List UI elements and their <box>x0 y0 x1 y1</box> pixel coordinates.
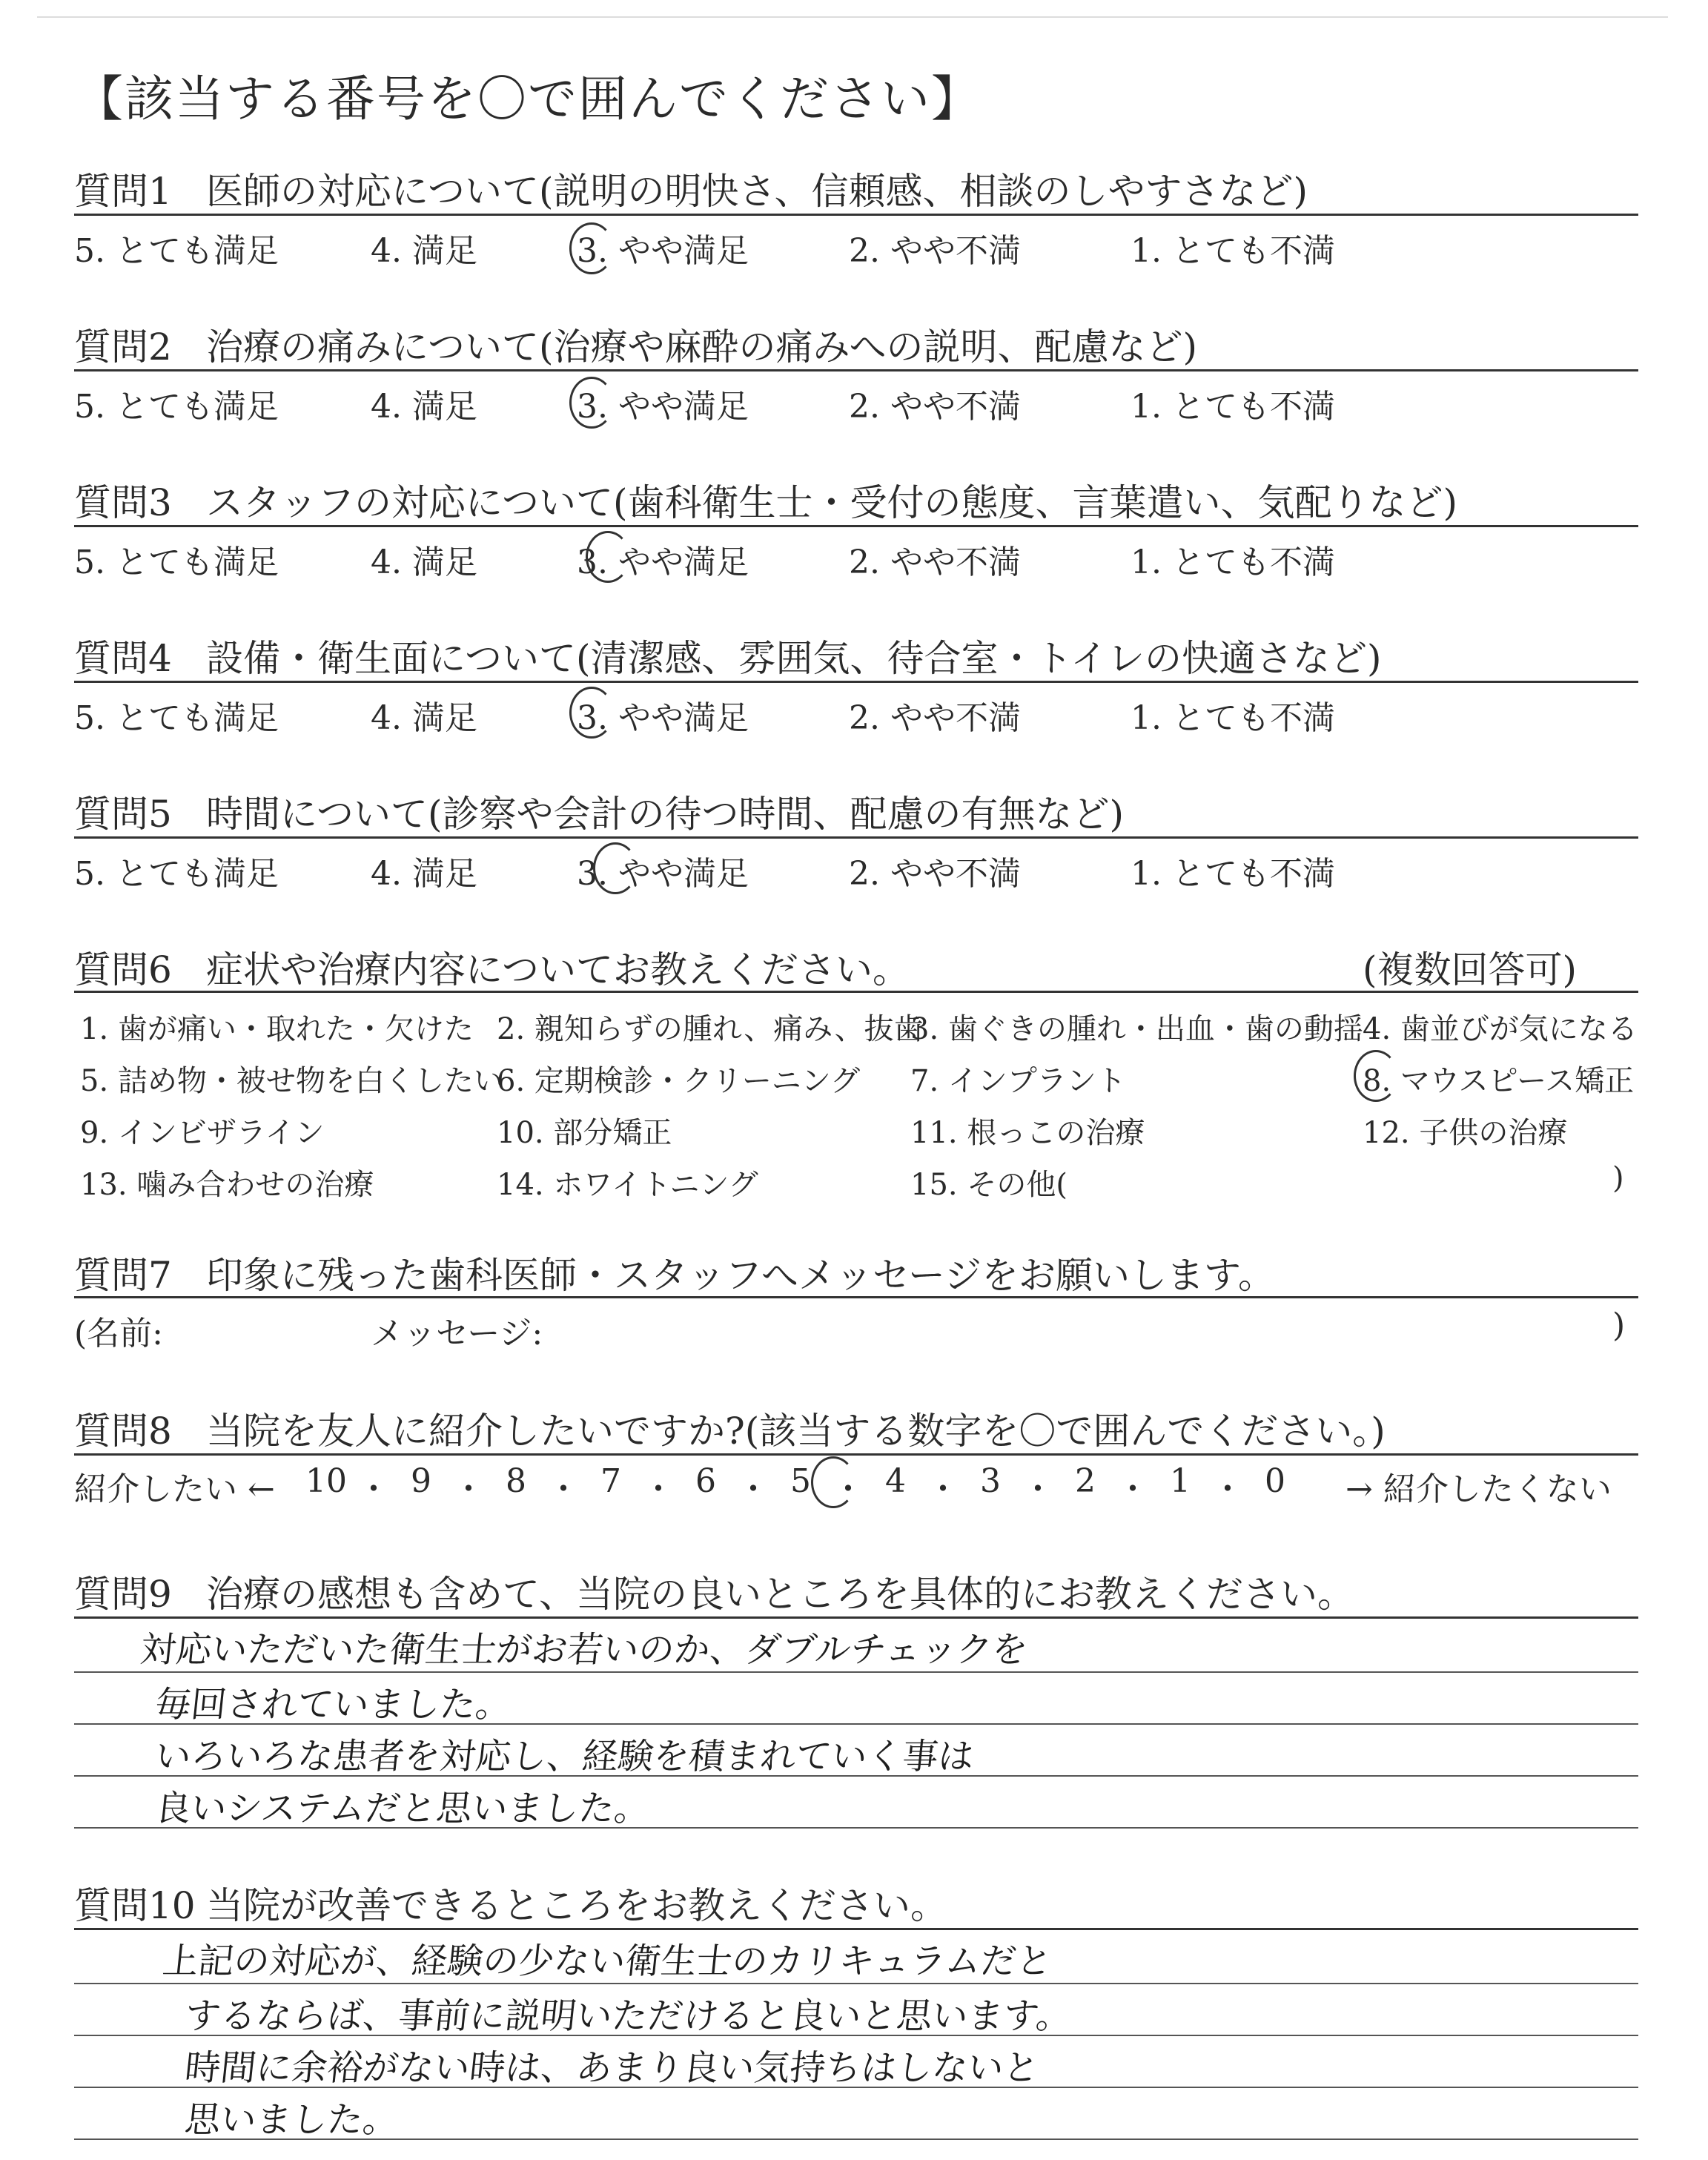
q5-option-5[interactable]: 5. とても満足 <box>74 855 279 893</box>
q1-option-1[interactable]: 1. とても不満 <box>1131 232 1335 270</box>
q6-option-7[interactable]: 7. インプラント <box>910 1064 1126 1098</box>
q2-option-1[interactable]: 1. とても不満 <box>1131 388 1335 426</box>
q3-option-5[interactable]: 5. とても満足 <box>74 544 279 581</box>
q6-option-10[interactable]: 10. 部分矯正 <box>497 1116 672 1150</box>
q8-scale-value-0[interactable]: 0 <box>1265 1462 1285 1500</box>
q6-option-11[interactable]: 11. 根っこの治療 <box>910 1116 1145 1150</box>
q8-scale-dot: ・ <box>927 1470 959 1508</box>
q8-scale-dot: ・ <box>1116 1470 1149 1508</box>
page-title: 【該当する番号を〇で囲んでください】 <box>74 70 982 128</box>
q6-option-3[interactable]: 3. 歯ぐきの腫れ・出血・歯の動揺 <box>910 1012 1363 1046</box>
q8-scale-value-3[interactable]: 3 <box>980 1462 1001 1500</box>
q4-option-1[interactable]: 1. とても不満 <box>1131 699 1335 737</box>
q6-other-close-paren: ) <box>1612 1161 1624 1195</box>
q4-option-4[interactable]: 4. 満足 <box>371 699 477 737</box>
q10-answer-line-2: するならば、事前に説明いただけると良いと思います。 <box>182 1995 1074 2037</box>
q5-option-2[interactable]: 2. やや不満 <box>849 855 1021 893</box>
q1-label: 質問1 <box>74 170 172 213</box>
q8-scale-value-1[interactable]: 1 <box>1170 1462 1191 1500</box>
q9-label: 質問9 <box>74 1573 172 1616</box>
q3-option-3[interactable]: 3. やや満足 <box>577 544 749 581</box>
q10-answer-line-3: 時間に余裕がない時は、あまり良い気持ちはしないと <box>182 2047 1042 2089</box>
q6-option-2[interactable]: 2. 親知らずの腫れ、痛み、抜歯 <box>497 1012 924 1046</box>
q6-option-8[interactable]: 8. マウスピース矯正 <box>1363 1064 1635 1098</box>
q4-selection-circle <box>569 687 614 739</box>
q8-text: 当院を友人に紹介したいですか?(該当する数字を〇で囲んでください。) <box>206 1410 1386 1453</box>
q6-option-15[interactable]: 15. その他( <box>910 1168 1068 1202</box>
q8-scale-value-2[interactable]: 2 <box>1075 1462 1096 1500</box>
q5-option-1[interactable]: 1. とても不満 <box>1131 855 1335 893</box>
q6-option-12[interactable]: 12. 子供の治療 <box>1363 1116 1568 1150</box>
q8-scale-dot: ・ <box>452 1470 485 1508</box>
q2-option-2[interactable]: 2. やや不満 <box>849 388 1021 426</box>
q3-rule <box>74 525 1638 527</box>
q9-answer-line-1: 対応いただいた衛生士がお若いのか、ダブルチェックを <box>138 1629 1030 1671</box>
q6-option-5[interactable]: 5. 詰め物・被せ物を白くしたい <box>80 1064 503 1098</box>
q1-option-3[interactable]: 3. やや満足 <box>577 232 749 270</box>
q4-option-2[interactable]: 2. やや不満 <box>849 699 1021 737</box>
q1-option-4[interactable]: 4. 満足 <box>371 232 477 270</box>
q7-name-label: (名前: <box>74 1315 163 1353</box>
q8-scale-dot: ・ <box>1022 1470 1054 1508</box>
q8-scale-value-7[interactable]: 7 <box>600 1462 621 1500</box>
q4-option-3[interactable]: 3. やや満足 <box>577 699 749 737</box>
q6-rule <box>74 991 1638 993</box>
q6-selection-circle <box>1354 1050 1398 1102</box>
q8-rule <box>74 1453 1638 1456</box>
q9-text: 治療の感想も含めて、当院の良いところを具体的にお教えください。 <box>206 1573 1354 1616</box>
q9-rule <box>74 1616 1638 1619</box>
q8-scale-value-10[interactable]: 10 <box>305 1462 347 1500</box>
q10-rule <box>74 1928 1638 1930</box>
q8-scale-dot: ・ <box>642 1470 675 1508</box>
q2-selection-circle <box>569 377 614 429</box>
q6-option-9[interactable]: 9. インビザライン <box>80 1116 325 1150</box>
q6-option-4[interactable]: 4. 歯並びが気になる <box>1363 1012 1638 1046</box>
q8-scale-dot: ・ <box>737 1470 769 1508</box>
q1-option-2[interactable]: 2. やや不満 <box>849 232 1021 270</box>
q5-option-3[interactable]: 3. やや満足 <box>577 855 749 893</box>
q1-selection-circle <box>569 222 614 274</box>
q10-answer-line-1: 上記の対応が、経験の少ない衛生士のカリキュラムだと <box>160 1941 1055 1982</box>
q2-text: 治療の痛みについて(治療や麻酔の痛みへの説明、配慮など) <box>206 326 1198 369</box>
q8-scale-dot: ・ <box>547 1470 580 1508</box>
q8-label: 質問8 <box>74 1410 172 1453</box>
q6-option-14[interactable]: 14. ホワイトニング <box>497 1168 758 1202</box>
q1-option-5[interactable]: 5. とても満足 <box>74 232 279 270</box>
q8-scale-dot: ・ <box>357 1470 390 1508</box>
q5-rule <box>74 836 1638 839</box>
q1-rule <box>74 214 1638 216</box>
q9-answer-line-4: 良いシステムだと思いました。 <box>153 1788 652 1829</box>
q10-text: 当院が改善できるところをお教えください。 <box>206 1884 947 1927</box>
q2-option-4[interactable]: 4. 満足 <box>371 388 477 426</box>
q1-text: 医師の対応について(説明の明快さ、信頼感、相談のしやすさなど) <box>206 170 1308 213</box>
q3-option-1[interactable]: 1. とても不満 <box>1131 544 1335 581</box>
q4-label: 質問4 <box>74 637 172 680</box>
q3-selection-circle <box>586 531 630 583</box>
q5-selection-circle <box>593 842 638 894</box>
q7-close-paren: ) <box>1612 1307 1626 1344</box>
q6-note: (複数回答可) <box>1363 948 1578 991</box>
q7-text: 印象に残った歯科医師・スタッフへメッセージをお願いします。 <box>206 1254 1275 1297</box>
q9-answer-line-3: いろいろな患者を対応し、経験を積まれていく事は <box>153 1736 976 1777</box>
q10-answer-line-4: 思いました。 <box>182 2099 401 2141</box>
top-border <box>37 16 1668 18</box>
q6-option-6[interactable]: 6. 定期検診・クリーニング <box>497 1064 861 1098</box>
q3-text: スタッフの対応について(歯科衛生士・受付の態度、言葉遣い、気配りなど) <box>206 481 1458 524</box>
q2-option-3[interactable]: 3. やや満足 <box>577 388 749 426</box>
q5-label: 質問5 <box>74 793 172 836</box>
q2-rule <box>74 369 1638 371</box>
q9-answer-line-2: 毎回されていました。 <box>153 1684 514 1725</box>
q8-selection-circle <box>811 1456 855 1508</box>
q2-option-5[interactable]: 5. とても満足 <box>74 388 279 426</box>
q7-rule <box>74 1296 1638 1298</box>
q2-label: 質問2 <box>74 326 172 369</box>
q8-right-label: → 紹介したくない <box>1345 1470 1612 1508</box>
q7-message-label: メッセージ: <box>371 1315 543 1353</box>
q8-scale-value-4[interactable]: 4 <box>885 1462 906 1500</box>
q4-option-5[interactable]: 5. とても満足 <box>74 699 279 737</box>
q8-left-label: 紹介したい ← <box>74 1470 275 1508</box>
q3-label: 質問3 <box>74 481 172 524</box>
q4-rule <box>74 681 1638 683</box>
q8-scale-dot: ・ <box>1211 1470 1244 1508</box>
q7-label: 質問7 <box>74 1254 172 1297</box>
q5-option-4[interactable]: 4. 満足 <box>371 855 477 893</box>
q3-option-4[interactable]: 4. 満足 <box>371 544 477 581</box>
q6-option-1[interactable]: 1. 歯が痛い・取れた・欠けた <box>80 1012 474 1046</box>
q8-scale-value-6[interactable]: 6 <box>695 1462 716 1500</box>
q5-text: 時間について(診察や会計の待つ時間、配慮の有無など) <box>206 793 1125 836</box>
q4-text: 設備・衛生面について(清潔感、雰囲気、待合室・トイレの快適さなど) <box>206 637 1382 680</box>
q8-scale-dot: ・ <box>832 1470 864 1508</box>
q3-option-2[interactable]: 2. やや不満 <box>849 544 1021 581</box>
q8-scale-value-9[interactable]: 9 <box>411 1462 431 1500</box>
q6-text: 症状や治療内容についてお教えください。 <box>206 948 910 991</box>
q8-scale-value-8[interactable]: 8 <box>506 1462 526 1500</box>
q10-label: 質問10 <box>74 1884 196 1927</box>
q6-label: 質問6 <box>74 948 172 991</box>
q8-scale-value-5[interactable]: 5 <box>790 1462 811 1500</box>
q6-option-13[interactable]: 13. 噛み合わせの治療 <box>80 1168 374 1202</box>
